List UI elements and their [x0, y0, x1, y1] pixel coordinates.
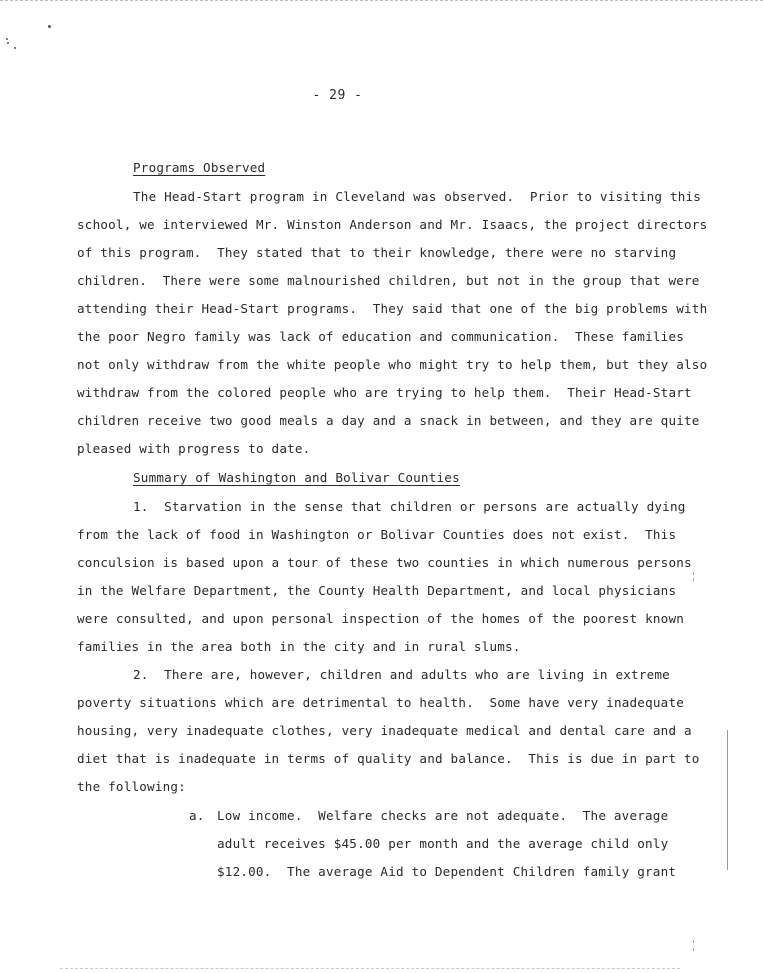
paragraph-line: children. There were some malnourished children, but not in the group that were	[77, 273, 700, 288]
paragraph-line: school, we interviewed Mr. Winston Anderson and Mr. Isaacs, the project directors	[77, 217, 708, 232]
paragraph-line: withdraw from the colored people who are trying to help them. Their Head-Start	[77, 385, 692, 400]
paragraph-line: from the lack of food in Washington or Bolivar Counties does not exist. This	[77, 527, 677, 542]
paragraph-line: housing, very inadequate clothes, very inadequate medical and dental care and a	[77, 723, 692, 738]
scan-artifact-dot	[693, 948, 694, 951]
scan-speck	[48, 25, 51, 28]
paragraph-line: 1. Starvation in the sense that children or persons are actually dying	[133, 499, 686, 514]
top-edge-dashes	[0, 0, 763, 1]
paragraph-line: the poor Negro family was lack of education and communication. These families	[77, 329, 685, 344]
scan-artifact-dot	[693, 940, 694, 943]
list-marker: a.	[189, 808, 205, 823]
paragraph-line: of this program. They stated that to their knowledge, there were no starving	[77, 245, 677, 260]
paragraph-line: in the Welfare Department, the County Health Department, and local physicians	[77, 583, 677, 598]
list-item-line: adult receives $45.00 per month and the average child only	[217, 836, 669, 851]
paragraph-line: were consulted, and upon personal inspection of the homes of the poorest known	[77, 611, 685, 626]
list-item-line: Low income. Welfare checks are not adequate. The average	[217, 808, 669, 823]
paragraph-line: families in the area both in the city and in rural slums.	[77, 639, 521, 654]
list-item-line: $12.00. The average Aid to Dependent Children family grant	[217, 864, 677, 879]
paragraph-line: 2. There are, however, children and adults who are living in extreme	[133, 667, 670, 682]
paragraph-line: attending their Head-Start programs. They said that one of the big problems with	[77, 301, 708, 316]
paragraph-line: diet that is inadequate in terms of quality and balance. This is due in part to	[77, 751, 700, 766]
bottom-edge-dashes	[60, 968, 680, 969]
paragraph-line: The Head-Start program in Cleveland was observed. Prior to visiting this	[133, 189, 702, 204]
scan-speck	[6, 38, 8, 40]
paragraph-line: pleased with progress to date.	[77, 441, 311, 456]
scan-artifact-dot	[693, 572, 694, 575]
scan-speck	[14, 47, 16, 49]
scan-speck	[7, 42, 9, 44]
paragraph-line: conculsion is based upon a tour of these two counties in which numerous persons	[77, 555, 692, 570]
paragraph-line: the following:	[77, 779, 186, 794]
section-heading-summary: Summary of Washington and Bolivar Counties	[133, 470, 460, 485]
page-number: - 29 -	[312, 88, 363, 103]
section-heading-programs-observed: Programs Observed	[133, 160, 266, 175]
scan-artifact-line	[727, 730, 728, 870]
paragraph-line: poverty situations which are detrimental to health. Some have very inadequate	[77, 695, 685, 710]
scan-artifact-dot	[693, 578, 694, 581]
paragraph-line: children receive two good meals a day and a snack in between, and they are quite	[77, 413, 700, 428]
paragraph-line: not only withdraw from the white people who might try to help them, but they also	[77, 357, 708, 372]
